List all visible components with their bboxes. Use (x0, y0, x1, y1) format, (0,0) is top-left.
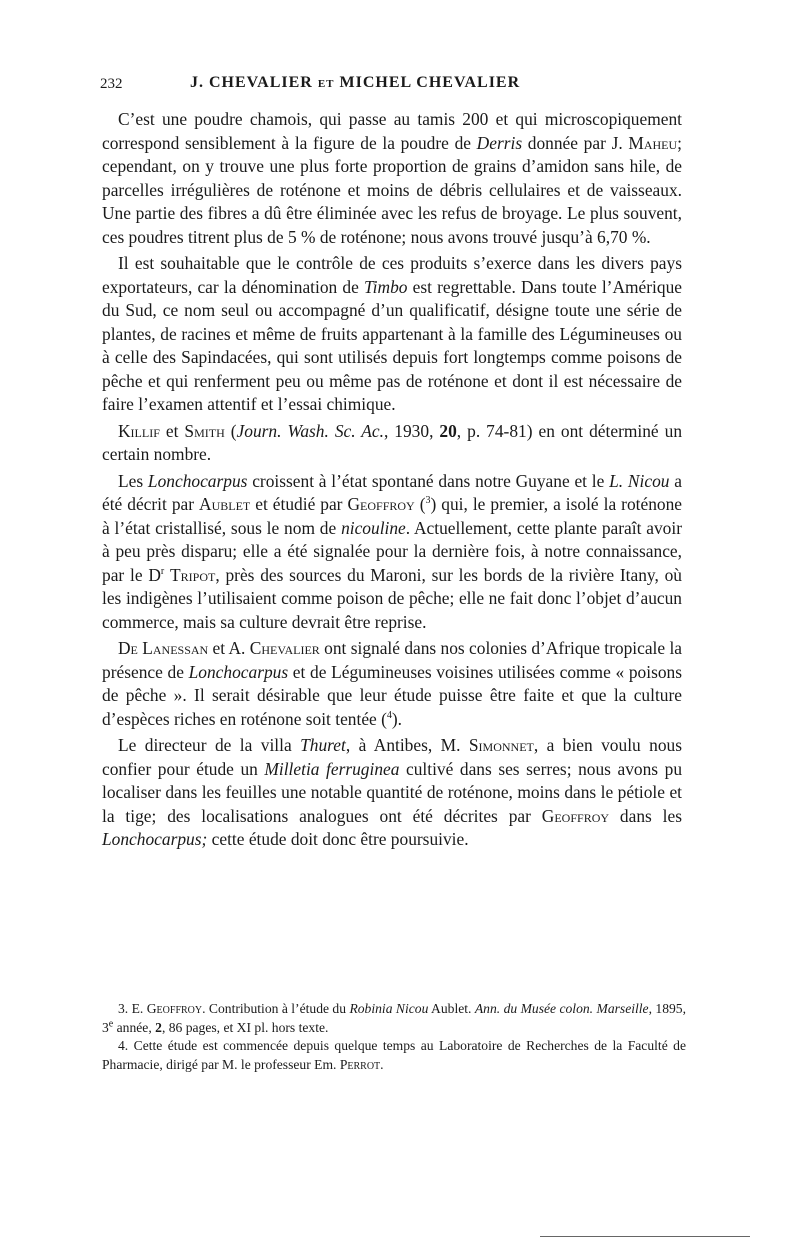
paragraph-1: C’est une poudre chamois, qui passe au tamis 200 et qui microscopiquement correspond sensiblement à la figure de la poudre de Derris donnée par J. Maheu; cependant, on y trouve une plus forte proportion de grains d’amidon sans hile, de parcelles irrégulières de roténone et moins de débris cellulaires et de vaisseaux. Une partie des fibres a dû être éliminée avec les refus de broyage. Le plus souvent, ces poudres titrent plus de 5 % de roténone; nous avons trouvé jusqu’à 6,70 %. (102, 109, 683, 247)
paragraph-4: Les Lonchocarpus croissent à l’état spontané dans notre Guyane et le L. Nicou a été décrit par Aublet et étudié par Geoffroy ($^3$) qui, le premier, a isolé la roténone à l’état cristallisé, sous le nom de nicouline. Actuellement, cette plante paraît avoir à peu près disparu; elle a été signalée pour la dernière fois, à notre connaissance, par le $D^r$ Tripot, près des sources du Maroni, sur les bords de la rivière Itany, où les indigènes l’utilisaient comme poison de pêche; elle ne fait donc l’objet d’aucun commerce, mais sa culture devrait être reprise. (102, 470, 683, 632)
footnote-ref-3: 3 (425, 495, 431, 507)
paragraph-3: Killif et Smith (Journ. Wash. Sc. Ac., 1930, 20, p. 74-81) en ont déterminé un certain nombre. (102, 420, 683, 464)
footnotes (102, 1000, 686, 1074)
footnote-ref-4: 4 (386, 709, 392, 721)
page-header (100, 74, 690, 100)
footnote-4: 4. Cette étude est commencée depuis quelque temps au Laboratoire de Recherches de la Faculté de Pharmacie, dirigé par M. le professeur Em. Perrot. (102, 1038, 686, 1072)
body-text (102, 108, 682, 855)
footnote-3: 3. E. Geoffroy. Contribution à l’étude du Robinia Nicou Aublet. Ann. du Musée colon. Marseille, 1895, 3e année, 2, 86 pages, et XI pl. hors texte. (102, 1001, 686, 1035)
bottom-rule (540, 1236, 750, 1237)
paragraph-2: Il est souhaitable que le contrôle de ces produits s’exerce dans les divers pays exportateurs, car la dénomination de Timbo est regrettable. Dans toute l’Amérique du Sud, ce nom seul ou accompagné d’un qualificatif, désigne toute une série de plantes, de racines et même de fruits appartenant à la famille des Légumineuses ou à celle des Sapindacées, qui sont utilisés depuis fort longtemps comme poisons de pêche et qui renferment peu ou même pas de roténone et dont il est nécessaire de faire l’examen attentif et l’essai chimique. (102, 253, 682, 414)
paragraph-5: De Lanessan et A. Chevalier ont signalé dans nos colonies d’Afrique tropicale la présence de Lonchocarpus et de Légumineuses voisines utilisées comme « poisons de pêche ». Il serait désirable que leur étude puisse être faite et que la culture d’espèces riches en roténone soit tentée ($^4$). (102, 638, 683, 729)
page-number: 232 (100, 76, 123, 92)
running-head: J. CHEVALIER et MICHEL CHEVALIER (190, 74, 521, 91)
paragraph-6: Le directeur de la villa Thuret, à Antibes, M. Simonnet, a bien voulu nous confier pour étude un Milletia ferruginea cultivé dans ses serres; nous avons pu localiser dans les feuilles une notable quantité de roténone, moins dans le pétiole et la tige; des localisations analogues ont été décrites par Geoffroy dans les Lonchocarpus; cette étude doit donc être poursuivie. (102, 735, 683, 849)
